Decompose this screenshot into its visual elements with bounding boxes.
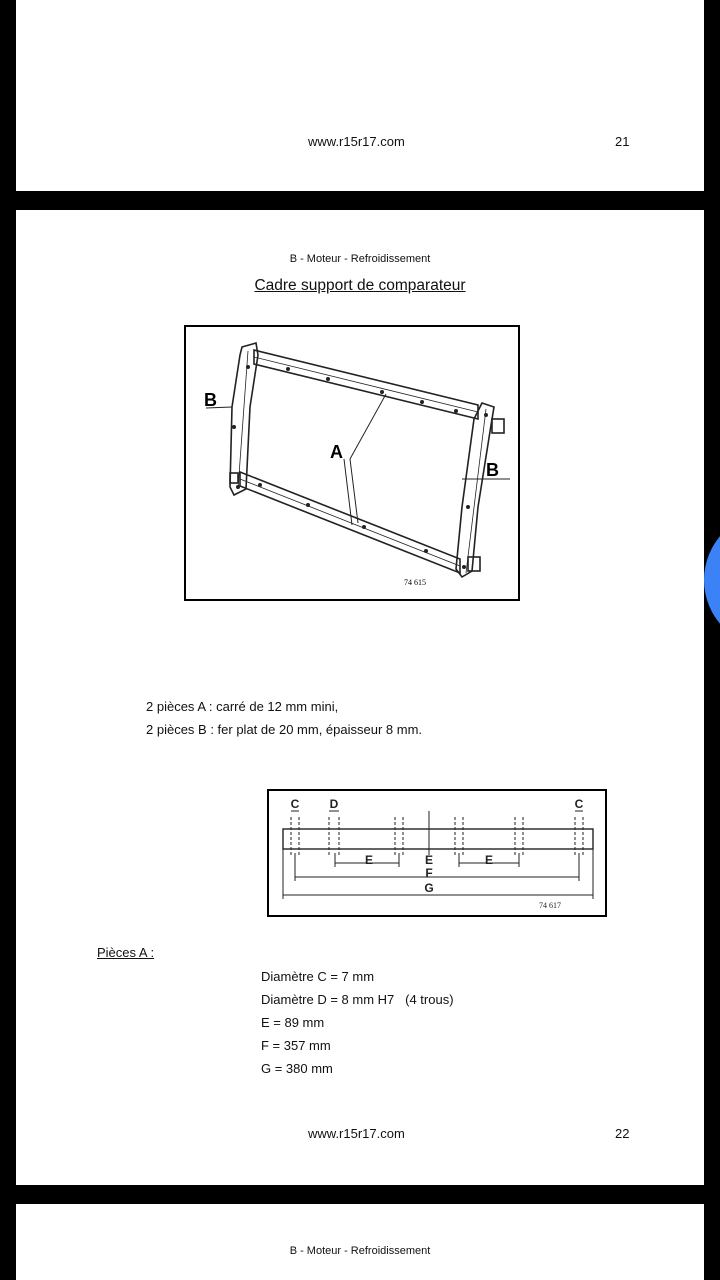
spec-line: Diamètre C = 7 mm — [261, 969, 375, 984]
label-b-right: B — [486, 460, 499, 480]
page-number: 21 — [615, 134, 630, 149]
label-e-1: E — [364, 853, 374, 867]
label-e-3: E — [484, 853, 494, 867]
pdf-page-23 — [16, 1204, 704, 1280]
spec-line: E = 89 mm — [261, 1015, 325, 1030]
label-b-left: B — [204, 390, 217, 410]
page-header: B - Moteur - Refroidissement — [289, 1245, 431, 1257]
pieces-label: Pièces A : — [97, 945, 155, 960]
scroll-handle[interactable] — [704, 512, 720, 648]
page-number: 22 — [615, 1126, 630, 1141]
pdf-page-22 — [16, 210, 704, 1185]
pdf-page-21 — [16, 0, 704, 191]
page-header: B - Moteur - Refroidissement — [289, 253, 431, 265]
label-d: D — [329, 797, 339, 811]
bar-figure — [267, 789, 607, 917]
description-line-1: 2 pièces A : carré de 12 mm mini, — [146, 699, 339, 714]
spec-line: Diamètre D = 8 mm H7 (4 trous) — [261, 992, 454, 1007]
page-title: Cadre support de comparateur — [254, 277, 466, 294]
label-c-left: C — [290, 797, 300, 811]
spec-line: F = 357 mm — [261, 1038, 331, 1053]
bar-drawing — [269, 791, 605, 915]
label-f: F — [425, 866, 433, 880]
label-e-2: E — [424, 853, 434, 867]
frame-drawing — [186, 327, 518, 599]
spec-line: G = 380 mm — [261, 1061, 333, 1076]
label-c-right: C — [574, 797, 584, 811]
page-footer-url: www.r15r17.com — [308, 134, 405, 149]
label-g: G — [424, 881, 434, 895]
label-a: A — [330, 442, 343, 462]
page-footer-url: www.r15r17.com — [308, 1126, 405, 1141]
figure-ref: 74 617 — [539, 901, 561, 910]
figure-ref: 74 615 — [404, 578, 426, 587]
frame-figure — [184, 325, 520, 601]
description-line-2: 2 pièces B : fer plat de 20 mm, épaisseur 8 mm. — [146, 722, 423, 737]
